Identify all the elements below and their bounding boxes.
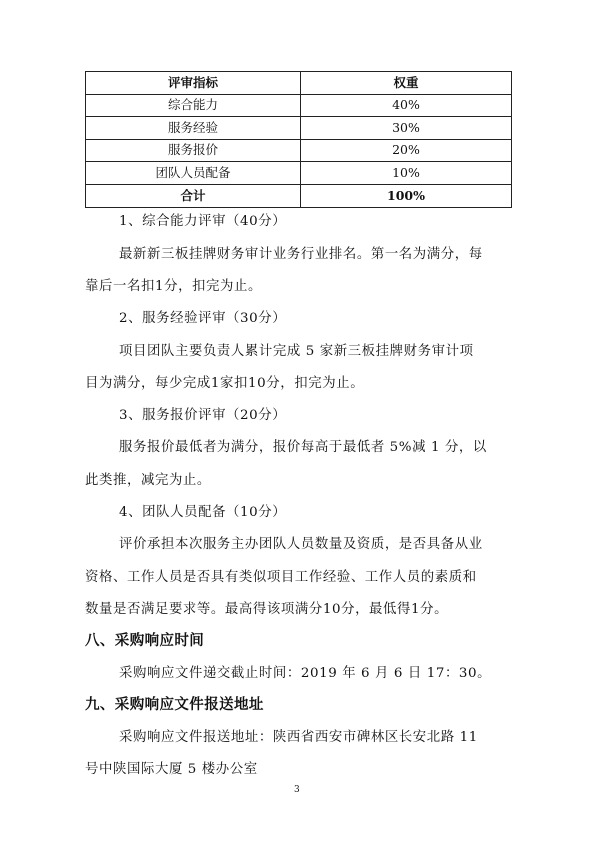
section-1-body-line: 靠后一名扣1分，扣完为止。 [85, 279, 263, 294]
paragraph-section-8: 采购响应文件递交截止时间：2019 年 6 月 6 日 17：30。 [119, 666, 492, 681]
section-2-body-line: 目为满分，每少完成1家扣10分，扣完为止。 [85, 376, 365, 391]
heading-section-8: 八、采购响应时间 [85, 633, 205, 649]
section-4-body-line: 评价承担本次服务主办团队人员数量及资质，是否具备从业 [119, 537, 483, 552]
evaluation-weight-table [85, 71, 512, 208]
section-4-body-line: 数量是否满足要求等。最高得该项满分10分，最低得1分。 [85, 602, 449, 617]
table-row [86, 139, 512, 162]
section-4-body-line: 资格、工作人员是否具有类似项目工作经验、工作人员的素质和 [85, 570, 477, 585]
page-number: 3 [294, 785, 300, 795]
table-header-cell: 权重 [301, 72, 512, 95]
section-2-body-line: 项目团队主要负责人累计完成 5 家新三板挂牌财务审计项 [119, 344, 474, 359]
table-cell: 20% [301, 139, 512, 162]
table-cell: 10% [301, 162, 512, 185]
paragraph-section-9-line: 号中陕国际大厦 5 楼办公室 [85, 762, 258, 777]
table-row [86, 117, 512, 140]
table-cell: 综合能力 [86, 94, 301, 117]
section-1-title: 1、综合能力评审（40分） [119, 214, 287, 229]
table-total-label: 合计 [86, 184, 301, 207]
table-cell: 团队人员配备 [86, 162, 301, 185]
section-3-body-line: 此类推，减完为止。 [85, 473, 211, 488]
table-row [86, 162, 512, 185]
table-row [86, 94, 512, 117]
section-3-body-line: 服务报价最低者为满分，报价每高于最低者 5%减 1 分，以 [119, 440, 487, 455]
table-cell: 服务经验 [86, 117, 301, 140]
section-1-body-line: 最新新三板挂牌财务审计业务行业排名。第一名为满分，每 [119, 247, 483, 262]
table-header-row [86, 72, 512, 95]
table-cell: 30% [301, 117, 512, 140]
table-total-value: 100% [301, 184, 512, 207]
table-cell: 服务报价 [86, 139, 301, 162]
table-header-cell: 评审指标 [86, 72, 301, 95]
section-4-title: 4、团队人员配备（10分） [119, 505, 287, 520]
table-total-row [86, 184, 512, 207]
paragraph-section-9-line: 采购响应文件报送地址：陕西省西安市碑林区长安北路 11 [119, 730, 478, 745]
table-cell: 40% [301, 94, 512, 117]
section-3-title: 3、服务报价评审（20分） [119, 408, 287, 423]
heading-section-9: 九、采购响应文件报送地址 [85, 697, 264, 713]
section-2-title: 2、服务经验评审（30分） [119, 311, 287, 326]
